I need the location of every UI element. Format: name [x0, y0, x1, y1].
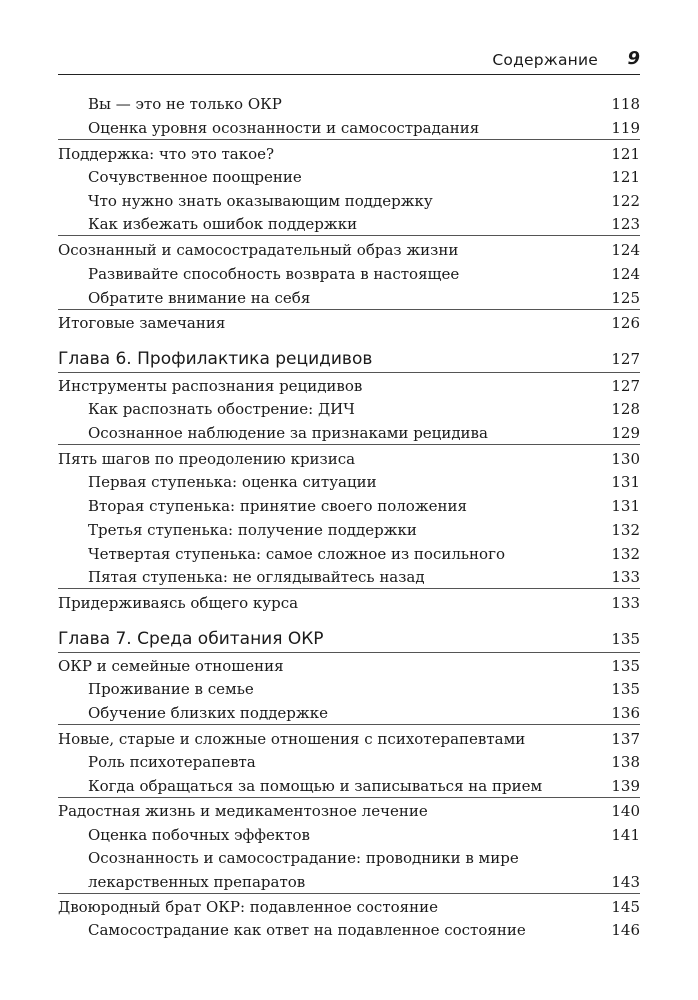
toc-entry-title: Что нужно знать оказывающим поддержку	[88, 192, 433, 210]
toc-entry-title: Самосострадание как ответ на подавленное состояние	[88, 921, 526, 939]
toc-entry-title: Сочувственное поощрение	[88, 168, 302, 186]
toc-entry	[58, 471, 640, 493]
toc-entry-title: Пятая ступенька: не оглядывайтесь назад	[88, 568, 425, 586]
chapter-heading	[58, 626, 640, 653]
toc-entry	[58, 871, 640, 894]
toc-entry	[58, 93, 640, 115]
toc-entry	[58, 143, 640, 165]
toc-entry-page: 124	[611, 241, 640, 259]
table-of-contents	[58, 0, 640, 1000]
toc-entry	[58, 543, 640, 565]
toc-entry-page: 119	[611, 119, 640, 137]
toc-entry-title: Пять шагов по преодолению кризиса	[58, 450, 356, 468]
toc-entry	[58, 375, 640, 397]
toc-entry	[58, 824, 640, 846]
toc-entry-page: 131	[611, 497, 640, 515]
toc-entry-title: Новые, старые и сложные отношения с психотерапевтами	[58, 730, 526, 748]
toc-entry	[58, 422, 640, 445]
toc-entry-page: 137	[611, 730, 640, 748]
toc-entry-title: Двоюродный брат ОКР: подавленное состояние	[58, 898, 438, 916]
toc-entry-title: Как избежать ошибок поддержки	[88, 215, 358, 233]
toc-entry-title: лекарственных препаратов	[88, 873, 306, 891]
toc-entry-page: 132	[611, 521, 640, 539]
toc-entry-title: Радостная жизнь и медикаментозное лечение	[58, 802, 428, 820]
toc-entry	[58, 919, 640, 941]
chapter-page: 135	[611, 630, 640, 648]
toc-entry	[58, 775, 640, 798]
toc-entry-page: 121	[611, 168, 640, 186]
toc-entry-page: 139	[611, 777, 640, 795]
toc-entry-title: Инструменты распознания рецидивов	[58, 377, 363, 395]
toc-entry-title: ОКР и семейные отношения	[58, 657, 284, 675]
toc-entry	[58, 312, 640, 334]
toc-entry	[58, 800, 640, 822]
toc-entry	[58, 263, 640, 285]
toc-entry-title: Обратите внимание на себя	[88, 289, 311, 307]
toc-entry-page: 140	[611, 802, 640, 820]
toc-entry-title: Третья ступенька: получение поддержки	[88, 521, 417, 539]
page-number: 9	[627, 48, 640, 69]
toc-entry	[58, 592, 640, 614]
toc-entry	[58, 287, 640, 310]
toc-entry-page: 141	[611, 826, 640, 844]
toc-entry-page: 136	[611, 704, 640, 722]
toc-entry	[58, 190, 640, 212]
toc-entry-title: Поддержка: что это такое?	[58, 145, 275, 163]
toc-entry-page: 138	[611, 753, 640, 771]
toc-entry	[58, 702, 640, 725]
toc-entry-page: 130	[611, 450, 640, 468]
toc-entry	[58, 239, 640, 261]
toc-entry-page: 125	[611, 289, 640, 307]
running-head-title: Содержание	[492, 51, 598, 69]
toc-entry-title: Придерживаясь общего курса	[58, 594, 299, 612]
toc-entry	[58, 519, 640, 541]
toc-entry-page: 129	[611, 424, 640, 442]
toc-entry	[58, 398, 640, 420]
toc-entry-title: Обучение близких поддержке	[88, 704, 328, 722]
toc-entry	[58, 678, 640, 700]
toc-entry	[58, 566, 640, 589]
toc-entry-title: Оценка уровня осознанности и самосострадания	[88, 119, 480, 137]
toc-entry-title: Когда обращаться за помощью и записываться на прием	[88, 777, 543, 795]
toc-entry-title: Оценка побочных эффектов	[88, 826, 310, 844]
toc-entry-page: 145	[611, 898, 640, 916]
toc-entry-page: 124	[611, 265, 640, 283]
toc-entry-title: Осознанность и самосострадание: проводники в мире	[88, 849, 519, 867]
toc-entry-page: 143	[611, 873, 640, 891]
toc-entry-page: 133	[611, 594, 640, 612]
toc-entry	[58, 728, 640, 750]
toc-entry-page: 146	[611, 921, 640, 939]
toc-entry	[58, 896, 640, 918]
toc-entry-title: Первая ступенька: оценка ситуации	[88, 473, 377, 491]
chapter-page: 127	[611, 350, 640, 368]
toc-entry-title: Вторая ступенька: принятие своего положения	[88, 497, 467, 515]
toc-entry-page: 121	[611, 145, 640, 163]
toc-entry-title: Как распознать обострение: ДИЧ	[88, 400, 355, 418]
toc-entry	[58, 751, 640, 773]
toc-entry	[58, 448, 640, 470]
toc-entry-page: 122	[611, 192, 640, 210]
toc-entry	[58, 495, 640, 517]
chapter-title: Глава 7. Среда обитания ОКР	[58, 629, 324, 649]
toc-entry-title: Четвертая ступенька: самое сложное из посильного	[88, 545, 505, 563]
toc-entry	[58, 166, 640, 188]
toc-entry-title: Осознанное наблюдение за признаками рецидива	[88, 424, 488, 442]
toc-entry-title: Вы — это не только ОКР	[88, 95, 282, 113]
toc-entry-title: Осознанный и самосострадательный образ жизни	[58, 241, 459, 259]
toc-entry-page: 132	[611, 545, 640, 563]
toc-entry-page: 123	[611, 215, 640, 233]
toc-entry	[58, 117, 640, 140]
toc-entry-page: 133	[611, 568, 640, 586]
toc-entry-page: 126	[611, 314, 640, 332]
toc-entry	[58, 213, 640, 236]
chapter-heading	[58, 346, 640, 373]
toc-entry	[58, 655, 640, 677]
toc-entry	[58, 847, 640, 869]
toc-entry-title: Проживание в семье	[88, 680, 254, 698]
toc-entry-page: 135	[611, 657, 640, 675]
toc-entry-page: 118	[611, 95, 640, 113]
toc-entry-title: Развивайте способность возврата в настоящее	[88, 265, 460, 283]
toc-entry-page: 127	[611, 377, 640, 395]
toc-entry-title: Роль психотерапевта	[88, 753, 256, 771]
toc-entry-page: 135	[611, 680, 640, 698]
toc-entry-title: Итоговые замечания	[58, 314, 226, 332]
toc-entry-page: 128	[611, 400, 640, 418]
chapter-title: Глава 6. Профилактика рецидивов	[58, 349, 373, 369]
toc-entry-page: 131	[611, 473, 640, 491]
